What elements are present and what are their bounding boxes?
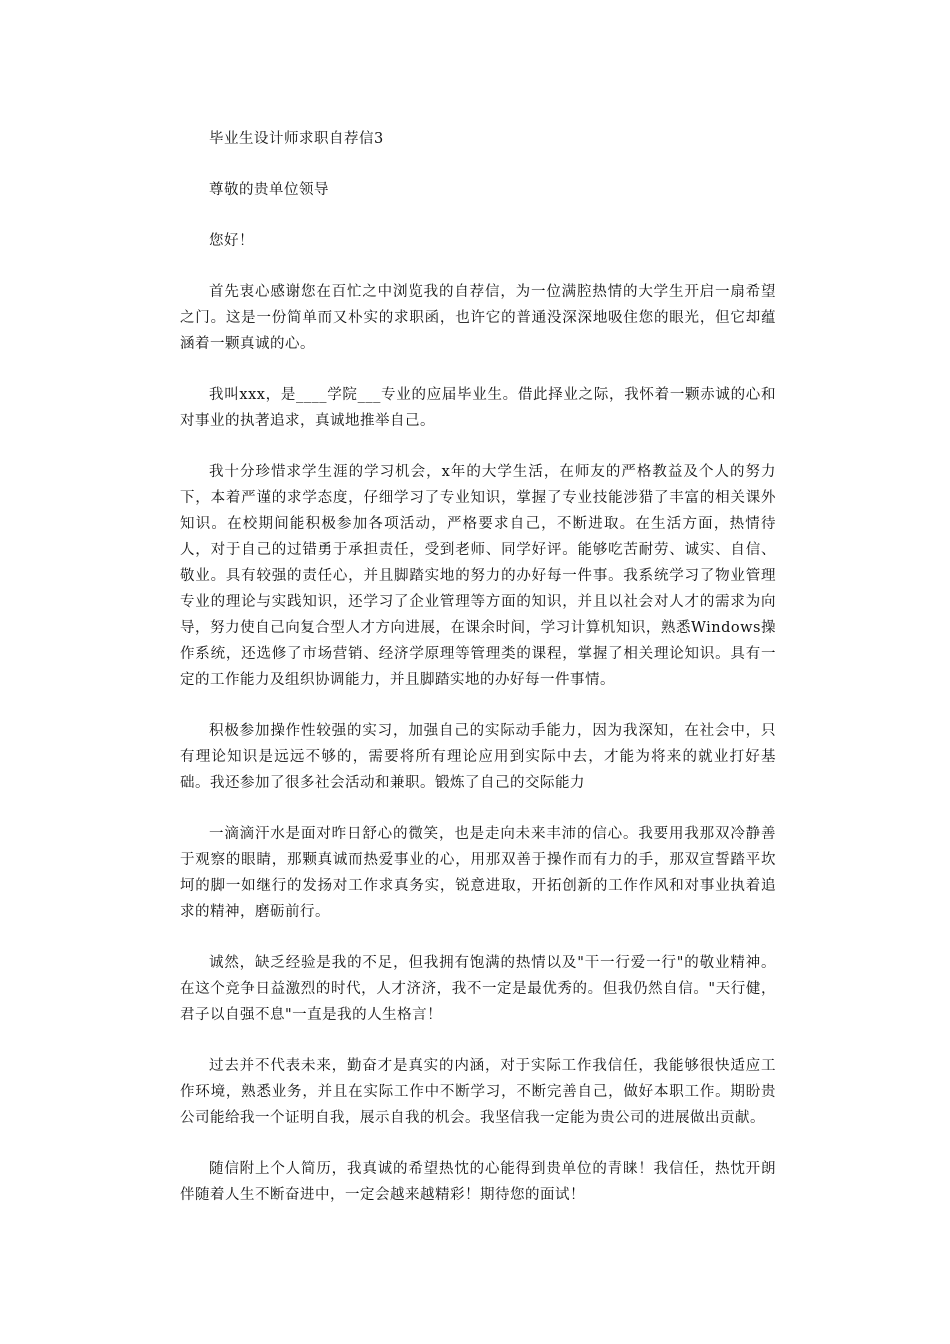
paragraph-studies: 我十分珍惜求学生涯的学习机会，x年的大学生活，在师友的严格教益及个人的努力下，本着严谨的求学态度，仔细学习了专业知识，掌握了专业技能涉猎了丰富的相关课外知识。在校期间能积极参加各项活动，严格要求自己，不断进取。在生活方面，热情待人，对于自己的过错勇于承担责任，受到老师、同学好评。能够吃苦耐劳、诚实、自信、敬业。具有较强的责任心，并且脚踏实地的努力的办好每一件事。我系统学习了物业管理专业的理论与实践知识，还学习了企业管理等方面的知识，并且以社会对人才的需求为向导，努力使自己向复合型人才方向进展，在课余时间，学习计算机知识，熟悉Windows操作系统，还选修了市场营销、经济学原理等管理类的课程，掌握了相关理论知识。具有一定的工作能力及组织协调能力，并且脚踏实地的办好每一件事情。 [180,464,776,688]
paragraph-self-introduction: 我叫xxx，是____学院___专业的应届毕业生。借此择业之际，我怀着一颗赤诚的心和对事业的执著追求，真诚地推举自己。 [180,387,776,429]
paragraph-determination: 一滴滴汗水是面对昨日舒心的微笑，也是走向未来丰沛的信心。我要用我那双冷静善于观察的眼睛，那颗真诚而热爱事业的心，用那双善于操作而有力的手，那双宣誓踏平坎坷的脚一如继行的发扬对工作求真务实，锐意进取，开拓创新的工作作风和对事业执着追求的精神，磨砺前行。 [180,826,776,920]
document-title: 毕业生设计师求职自荐信3 [209,131,384,147]
paragraph-confidence: 诚然，缺乏经验是我的不足，但我拥有饱满的热情以及"干一行爱一行"的敬业精神。在这个竞争日益激烈的时代，人才济济，我不一定是最优秀的。但我仍然自信。"天行健，君子以自强不息"一直是我的人生格言！ [180,955,776,1023]
paragraph-practice: 积极参加操作性较强的实习，加强自己的实际动手能力，因为我深知，在社会中，只有理论知识是远远不够的，需要将所有理论应用到实际中去，才能为将来的就业打好基础。我还参加了很多社会活动和兼职。锻炼了自己的交际能力 [180,723,776,791]
greeting: 您好！ [209,233,254,249]
paragraph-closing: 随信附上个人简历，我真诚的希望热忱的心能得到贵单位的青睐！我信任，热忱开朗伴随着人生不断奋进中，一定会越来越精彩！期待您的面试！ [180,1161,776,1203]
paragraph-future: 过去并不代表未来，勤奋才是真实的内涵，对于实际工作我信任，我能够很快适应工作环境，熟悉业务，并且在实际工作中不断学习，不断完善自己，做好本职工作。期盼贵公司能给我一个证明自我，展示自我的机会。我坚信我一定能为贵公司的进展做出贡献。 [180,1058,776,1126]
letter-body [180,126,776,1233]
salutation: 尊敬的贵单位领导 [209,182,329,198]
paragraph-intro: 首先衷心感谢您在百忙之中浏览我的自荐信，为一位满腔热情的大学生开启一扇希望之门。这是一份简单而又朴实的求职函，也许它的普通没深深地吸住您的眼光，但它却蕴涵着一颗真诚的心。 [180,284,776,352]
